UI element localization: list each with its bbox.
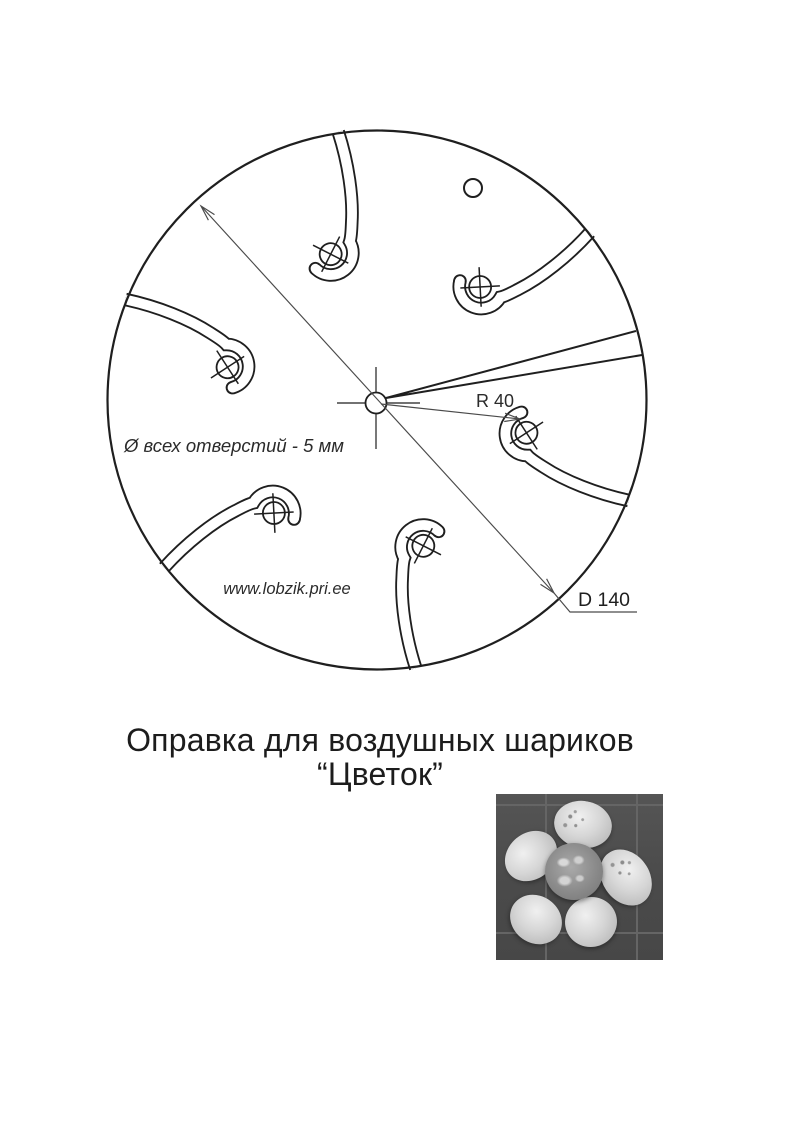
page-title-line1: Оправка для воздушных шариков bbox=[126, 722, 634, 758]
balloon-center bbox=[545, 843, 603, 900]
website-label: www.lobzik.pri.ee bbox=[223, 580, 351, 598]
center-hole-marker bbox=[366, 393, 387, 414]
balloon-photo bbox=[496, 794, 663, 960]
diameter-dimension-label: D 140 bbox=[577, 589, 631, 611]
page-title-line2: “Цветок” bbox=[316, 756, 444, 792]
holes-note-label: Ø всех отверстий - 5 мм bbox=[124, 435, 344, 456]
drawing-root bbox=[108, 131, 647, 670]
hanging-hole bbox=[464, 179, 482, 197]
radius-dimension-label: R 40 bbox=[475, 391, 515, 411]
page-title bbox=[0, 723, 760, 791]
balloon-petal-bottom bbox=[561, 893, 621, 951]
